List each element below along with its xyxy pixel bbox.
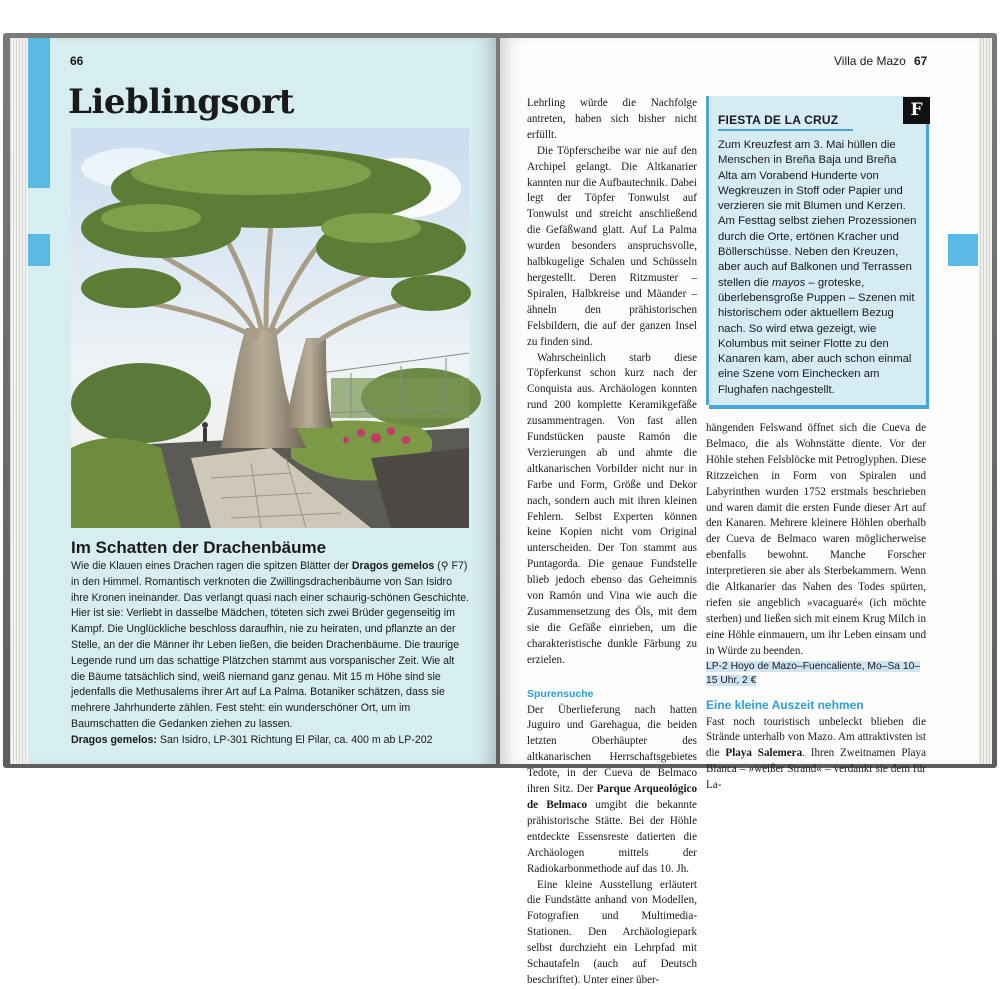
festival-badge-icon: F <box>903 97 930 124</box>
section-body: Wie die Klauen eines Drachen ragen die spitzen Blätter der Dragos gemelos (⚲ F7) in den Himmel. Romantisch verknoten die Zwillingsdrachenbäume von San Isidro ihre Kronen ineinander. Das verlangt quasi nach einer schaurig-schönen Geschichte. Hier ist sie: Verliebt in dasselbe Mädchen, töteten sich zwei Brüder gegenseitig im Kampf. Die Unglückliche beschloss daraufhin, nie zu heiraten, und pflanzte an der Stelle, an der die Männer ihr Leben ließen, die beiden Drachenbäume. Die traurige Legende rund um das schattige Plätzchen stammt aus vorspanischer Zeit. Wie alt die Bäume tatsächlich sind, weiß niemand ganz genau. Mit 15 m Höhe sind sie jedenfalls die Methusalems ihrer Art auf La Palma. Botaniker schätzen, dass sie mehrere Jahrhunderte zählen. Fest steht: ein wunderschöner Ort, um im Baumschatten die Gedanken ziehen zu lassen. Dragos gemelos: San Isidro, LP-301 Richtung El Pilar, ca. 400 m ab LP-202 <box>71 560 470 746</box>
text-column-2: hängenden Felswand öffnet sich die Cueva de Belmaco, die als Wohnstätte diente. Vor der Höhle stehen Felsblöcke mit Petroglyphen. Diese Ritzzeichen in Form von Spiralen und Labyrinthen wurden 1752 erstmals beschrieben und waren damit die ersten Funde dieser Art auf den Kanaren. Mehrere kleinere Höhlen oberhalb der Cueva de Belmaco waren möglicherweise ebenfalls bewohnt. Manche Forscher interpretieren sie aber als Sterbekammern. Wenn die Altkanarier das Nahen des Todes spürten, riefen sie angeblich »vacaguaré« (ich möchte sterben) und ließen sich mit einem Krug Milch in eine Höhle einmauern, um ihr Leben einsam und in Würde zu beenden. LP-2 Hoyo de Mazo–Fuencaliente, Mo–Sa 10–15 Uhr, 2 € Eine kleine Auszeit nehmen Fast noch touristisch unbeleckt blieben die Strände unterhalb von Mazo. Am attraktivsten ist die Playa Salemera. Ihren Zweitnamen Playa Blanca – »weißer Strand« – verdankt sie dem für La- <box>706 422 926 792</box>
dragon-tree-photo <box>71 128 469 528</box>
left-page <box>28 38 496 764</box>
page-title: Lieblingsort <box>68 82 294 122</box>
address-label: Dragos gemelos: <box>71 733 157 746</box>
map-pin-icon: ⚲ <box>440 560 449 572</box>
infobox-title-underline <box>718 129 853 131</box>
subhead-spurensuche: Spurensuche <box>527 687 594 700</box>
infobox-text: Zum Kreuzfest am 3. Mai hüllen die Menschen in Breña Baja und Breña Alta am Vorabend Hunderte von Wegkreuzen in Stoff oder Papier und verzieren sie mit Blumen und Kerzen. Am Festtag selbst ziehen Prozessionen durch die Orte, ertönen Kracher und Böllerschüsse. Neben den Kreuzen, aber auch auf Balkonen und Terrassen stellen die mayos – groteske, überlebensgroße Puppen – Szenen mit historischem oder aktuellem Bezug nach. So wird etwa gezeigt, wie Kolumbus mit seiner Flotte zu den Kanaren kam, aber auch schon einmal eine Szene vom Einchecken am Flughafen nachgestellt. <box>718 139 917 396</box>
page-number-right: 67 <box>914 54 928 68</box>
running-header-place: Villa de Mazo <box>834 54 906 68</box>
page-edges-left <box>10 38 28 764</box>
fiesta-infobox <box>706 96 926 405</box>
chapter-tab-marker <box>28 234 50 266</box>
infobox-accent-bar <box>706 96 709 405</box>
chapter-tab-marker-right <box>948 234 978 266</box>
text-column-1: Lehrling würde die Nachfolge antreten, haben sich bisher nicht erfüllt. Die Töpferscheibe war nie auf den Archipel gelangt. Die Altkanarier kannten nur die Aufbautechnik. Dabei legt der Töpfer Tonwulst auf Tonwulst und streicht anschließend die Gefäßwand glatt. Auf La Palma wurden besonders anspruchsvolle, halbkugelige Schalen und Schüsseln hergestellt. Deren Ritzmuster – Spiralen, Halbkreise und Mäander – ähneln den prähistorischen Felsbildern, die auf der ganzen Insel zu finden sind. Wahrscheinlich starb diese Töpferkunst schon kurz nach der Conquista aus. Archäologen konnten rund 200 komplette Keramikgefäße zusammentragen. Von fast allen Fundstücken pauste Ramón die Verzierungen ab und ahmte die altkanarischen Vorbilder nicht nur in Farbe und Form, Größe und Dekor nach, sondern auch mit ihren kleinen Fehlern. Selbst Experten können keine Kopien nicht vom Original unterscheiden. Der Ton stammt aus Puntagorda. Die genaue Fundstelle blieb jedoch ebenso das Geheimnis von Ramón und Vina wie auch die Zusammensetzung des Öls, mit dem sie die Gefäße einrieben, um die charakteristische dunkle Färbung zu erzielen. Spurensuche Der Überlieferung nach hatten Juguiro und Garehagua, die beiden letzten Oberhäupter des altkanarischen Herrschaftsgebietes Tedote, in der Cueva de Belmaco ihren Sitz. Der Parque Arqueológico de Belmaco umgibt die bekannte prähistorische Stätte. Bei der Höhle entdeckte Essensreste datierten die Archäologen mittels der Radiokarbonmethode auf das 10. Jh. Eine kleine Ausstellung erläutert die Fundstätte anhand von Modellen, Fotografien und Multimedia-Stationen. Den Archäologiepark selbst durchzieht ein Lehrpfad mit Schautafeln (auch auf Deutsch beschriftet). Unter einer über- <box>527 97 698 986</box>
park-name: Parque Arqueológico de Belmaco <box>527 783 698 811</box>
dragon-tree-illustration <box>71 128 469 528</box>
infobox-title: FIESTA DE LA CRUZ <box>718 113 839 127</box>
belmaco-address: LP-2 Hoyo de Mazo–Fuencaliente, Mo–Sa 10–15 Uhr, 2 € <box>706 660 921 686</box>
subhead-auszeit: Eine kleine Auszeit nehmen <box>706 697 864 712</box>
right-page <box>500 38 978 986</box>
section-title: Im Schatten der Drachenbäume <box>71 538 327 557</box>
place-name: Dragos gemelos <box>351 560 435 572</box>
chapter-tab-top <box>28 38 50 188</box>
beach-name: Playa Salemera <box>725 747 803 760</box>
page-edges-right <box>978 38 992 764</box>
page-number-left: 66 <box>70 54 84 68</box>
address-text: San Isidro, LP-301 Richtung El Pilar, ca. 400 m ab LP-202 <box>156 733 433 746</box>
